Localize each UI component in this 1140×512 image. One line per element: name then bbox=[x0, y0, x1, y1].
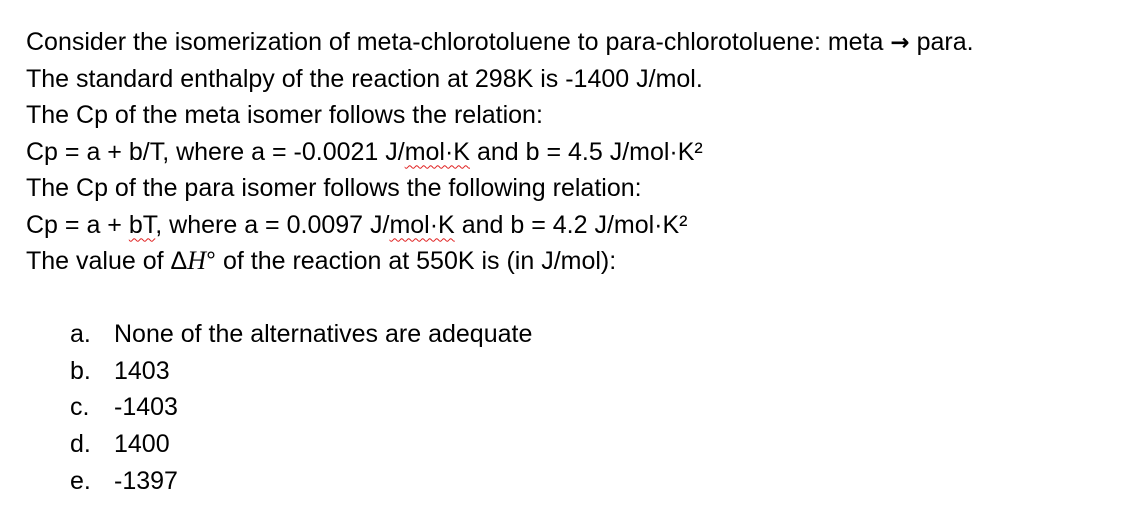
meta-cp-b-value: and b = 4.5 J/mol·K² bbox=[470, 137, 703, 166]
option-text: -1403 bbox=[114, 393, 178, 422]
question-text bbox=[26, 24, 1126, 280]
question-line-4 bbox=[26, 134, 1126, 171]
option-letter: d. bbox=[70, 430, 91, 459]
option-text: -1397 bbox=[114, 466, 178, 495]
option-letter: b. bbox=[70, 356, 91, 385]
spellcheck-unit-2: mol·K bbox=[389, 210, 455, 239]
option-letter: e. bbox=[70, 466, 91, 495]
option-text: 1403 bbox=[114, 356, 170, 385]
question-line-3: The Cp of the meta isomer follows the relation: bbox=[26, 101, 543, 129]
spellcheck-bt: bT bbox=[128, 210, 156, 239]
para-cp-a-value: , where a = 0.0097 J/ bbox=[155, 210, 390, 239]
option-b[interactable] bbox=[70, 353, 532, 390]
para-cp-b-value: and b = 4.2 J/mol·K² bbox=[454, 210, 688, 239]
question-line-5: The Cp of the para isomer follows the following relation: bbox=[26, 174, 642, 202]
answer-options bbox=[70, 316, 532, 499]
question-line-1 bbox=[26, 24, 1126, 61]
spellcheck-unit: mol·K bbox=[404, 137, 470, 166]
question-line-7 bbox=[26, 243, 1126, 280]
option-letter: a. bbox=[70, 320, 91, 348]
question-prompt-end: ° of the reaction at 550K is (in J/mol): bbox=[206, 247, 617, 275]
question-line-1-end: para. bbox=[909, 28, 974, 56]
para-cp-relation: Cp = a + bbox=[26, 210, 129, 239]
option-c[interactable] bbox=[70, 389, 532, 426]
option-e[interactable] bbox=[70, 463, 532, 500]
option-d[interactable] bbox=[70, 426, 532, 463]
enthalpy-symbol: H bbox=[187, 246, 207, 275]
option-text: None of the alternatives are adequate bbox=[114, 320, 533, 348]
question-line-6 bbox=[26, 207, 1126, 244]
meta-cp-relation: Cp = a + b/T, where a = -0.0021 J/ bbox=[26, 137, 405, 166]
question-prompt: The value of Δ bbox=[26, 247, 188, 275]
option-letter: c. bbox=[70, 393, 90, 422]
option-text: 1400 bbox=[114, 430, 170, 459]
option-a[interactable] bbox=[70, 316, 532, 353]
right-arrow-icon: → bbox=[890, 30, 910, 56]
question-line-1-text: Consider the isomerization of meta-chlorotoluene to para-chlorotoluene: meta bbox=[26, 28, 891, 56]
question-line-2: The standard enthalpy of the reaction at 298K is -1400 J/mol. bbox=[26, 64, 703, 93]
